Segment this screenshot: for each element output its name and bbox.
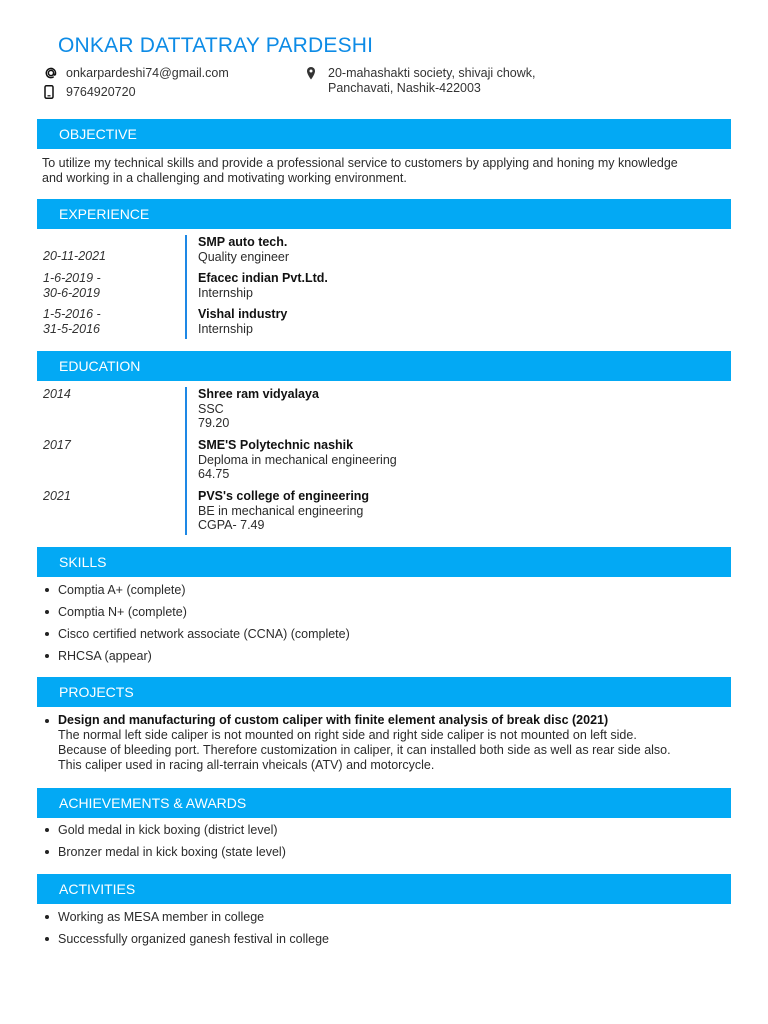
education-year: 2021 xyxy=(43,489,71,503)
section-heading-activities: ACTIVITIES xyxy=(37,874,731,904)
list-item: Working as MESA member in college xyxy=(42,909,702,931)
section-heading-objective: OBJECTIVE xyxy=(37,119,731,149)
section-heading-projects: PROJECTS xyxy=(37,677,731,707)
experience-role: Internship xyxy=(198,285,253,300)
list-item: Successfully organized ganesh festival in college xyxy=(42,931,702,953)
project-entry xyxy=(42,713,682,773)
experience-date-start: 1-6-2019 - xyxy=(43,271,101,285)
education-body xyxy=(198,438,718,482)
education-institution: SME'S Polytechnic nashik xyxy=(198,438,354,452)
education-score: CGPA- 7.49 xyxy=(198,518,265,532)
email-text[interactable]: onkarpardeshi74@gmail.com xyxy=(66,66,229,80)
education-year: 2014 xyxy=(43,387,71,401)
list-item: RHCSA (appear) xyxy=(42,648,702,670)
education-body xyxy=(198,387,718,431)
phone-row xyxy=(44,85,229,104)
education-body xyxy=(198,489,718,533)
skills-list xyxy=(42,582,702,670)
experience-body xyxy=(198,307,718,336)
project-title: Design and manufacturing of custom caliper with finite element analysis of break disc (2021) xyxy=(42,713,682,728)
education-timeline xyxy=(37,387,731,535)
section-heading-achievements: ACHIEVEMENTS & AWARDS xyxy=(37,788,731,818)
experience-company: Efacec indian Pvt.Ltd. xyxy=(198,271,328,285)
activities-list xyxy=(42,909,702,953)
achievements-list xyxy=(42,822,702,866)
experience-role: Internship xyxy=(198,321,253,336)
phone-icon xyxy=(44,85,66,99)
section-heading-experience: EXPERIENCE xyxy=(37,199,731,229)
address-row xyxy=(306,66,536,95)
experience-company: Vishal industry xyxy=(198,307,288,321)
education-degree: Deploma in mechanical engineering xyxy=(198,452,397,467)
contact-right xyxy=(306,66,536,95)
experience-date xyxy=(43,307,153,336)
section-heading-skills: SKILLS xyxy=(37,547,731,577)
experience-date: 20-11-2021 xyxy=(43,249,107,263)
experience-body xyxy=(198,271,718,300)
email-row xyxy=(44,66,229,85)
list-item: Cisco certified network associate (CCNA) (complete) xyxy=(42,626,702,648)
experience-role: Quality engineer xyxy=(198,249,290,264)
candidate-name: ONKAR DATTATRAY PARDESHI xyxy=(58,34,374,57)
experience-date xyxy=(43,271,153,300)
experience-company: SMP auto tech. xyxy=(198,235,288,249)
list-item: Bronzer medal in kick boxing (state level) xyxy=(42,844,702,866)
address-text xyxy=(328,66,536,96)
list-item: Comptia A+ (complete) xyxy=(42,582,702,604)
experience-date-end: 31-5-2016 xyxy=(43,321,100,336)
experience-body xyxy=(198,235,718,264)
location-pin-icon xyxy=(306,66,328,80)
section-heading-education: EDUCATION xyxy=(37,351,731,381)
at-icon xyxy=(44,66,66,80)
list-item: Gold medal in kick boxing (district level) xyxy=(42,822,702,844)
experience-timeline xyxy=(37,235,731,339)
objective-text: To utilize my technical skills and provide a professional service to customers by applying and honing my knowledge and working in a challenging and motivating working environment. xyxy=(42,156,678,185)
list-item: Comptia N+ (complete) xyxy=(42,604,702,626)
education-degree: BE in mechanical engineering xyxy=(198,503,364,518)
experience-date-end: 30-6-2019 xyxy=(43,285,100,300)
timeline-line xyxy=(185,235,187,339)
project-description: The normal left side caliper is not mounted on right side and right side caliper is not mounted on left side. Because of bleeding port. Therefore customization in caliper, it can installed both side as well as rear side also. This caliper used in racing all-terrain vheicals (ATV) and motorcycle. xyxy=(58,728,671,772)
experience-date-start: 1-5-2016 - xyxy=(43,307,101,321)
education-score: 64.75 xyxy=(198,467,230,481)
education-institution: PVS's college of engineering xyxy=(198,489,370,503)
timeline-line xyxy=(185,387,187,535)
education-institution: Shree ram vidyalaya xyxy=(198,387,319,401)
phone-text[interactable]: 9764920720 xyxy=(66,85,136,99)
education-score: 79.20 xyxy=(198,416,230,430)
education-degree: SSC xyxy=(198,401,224,416)
education-year: 2017 xyxy=(43,438,71,452)
address-line-1: 20-mahashakti society, shivaji chowk, xyxy=(328,66,536,80)
address-line-2: Panchavati, Nashik-422003 xyxy=(328,81,481,95)
contact-left xyxy=(44,66,229,104)
